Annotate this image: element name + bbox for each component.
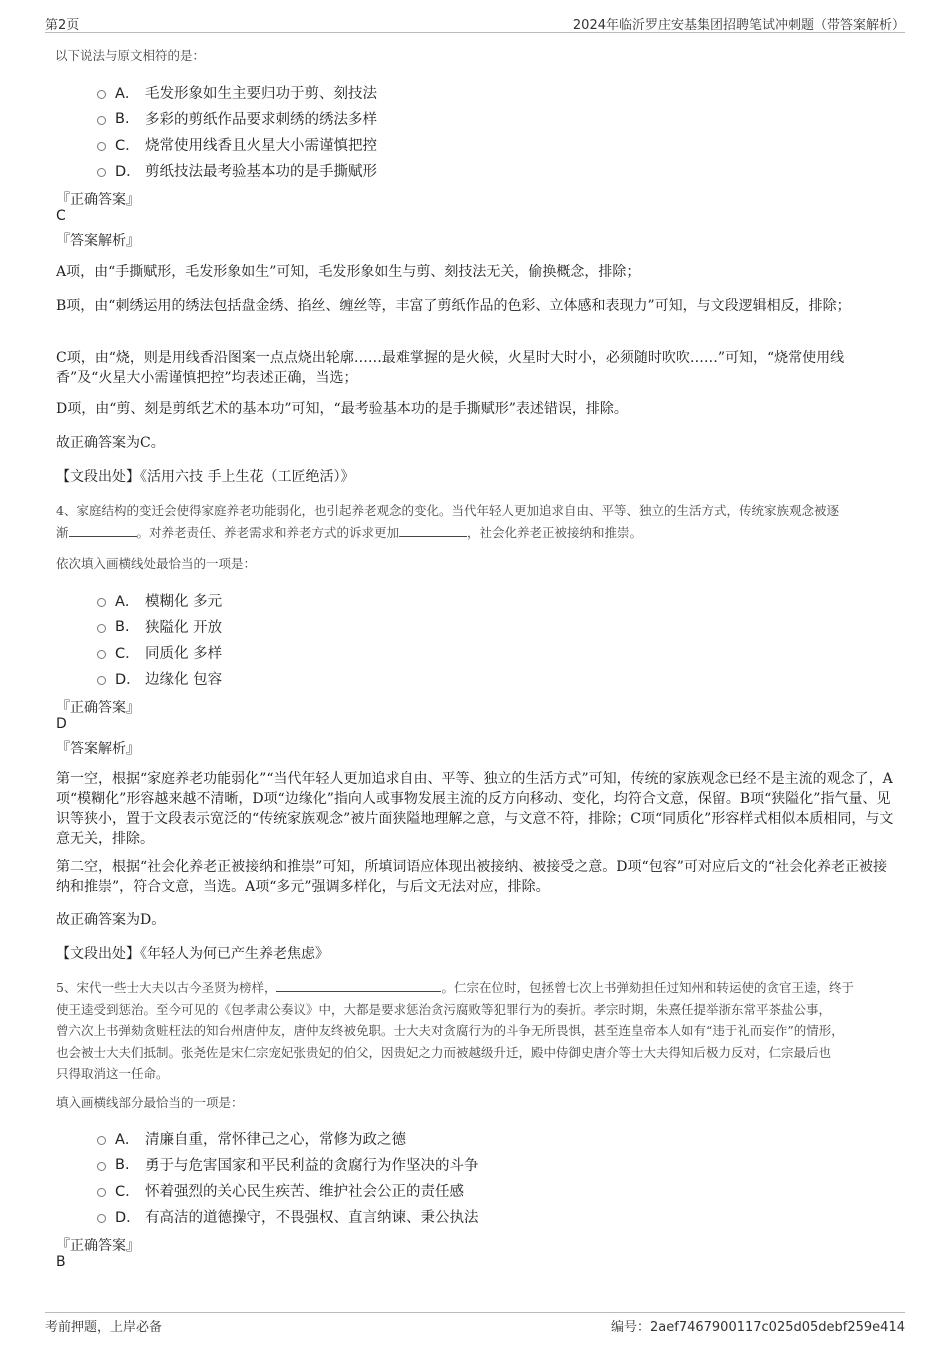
q3-prompt: 以下说法与原文相符的是： — [55, 48, 206, 63]
q3-option-c[interactable] — [97, 134, 377, 155]
q3-option-b[interactable] — [97, 108, 377, 129]
option-letter: C． — [115, 646, 140, 662]
correct-answer: C — [56, 208, 66, 224]
analysis-paragraph: 第一空，根据“家庭养老功能弱化”“当代年轻人更加追求自由、平等、独立的生活方式”可知，传统的家族观念已经不是主流的观念了，A项“模糊化”形容越来越不清晰，D项“边缘化”指向人或事物发展主流的反方向移动、变化，均符合文意，保留。B项“狭隘化”指气量、见识等狭小，置于文段表示宽泛的“传统家族观念”被片面狭隘地理解之意，与文意不符，排除；C项“同质化”形容样式相似本质相同，与文意无关，排除。 — [56, 771, 894, 847]
q4-option-d[interactable] — [97, 668, 222, 689]
fill-blank — [276, 979, 441, 992]
option-text: 同质化 多样 — [145, 646, 223, 662]
q5-stem-line: 曾六次上书弹劾贪赃枉法的知台州唐仲友，唐仲友终被免职。士大夫对贪腐行为的斗争无所畏惧，甚至连皇帝本人如有“违于礼而妄作”的情形， — [56, 1023, 844, 1038]
document-title: 2024年临沂罗庄安基集团招聘笔试冲刺题（带答案解析） — [572, 18, 905, 33]
fill-blank — [399, 524, 467, 537]
conclusion: 故正确答案为D。 — [56, 912, 166, 928]
q4-option-a[interactable] — [97, 590, 222, 611]
correct-answer: D — [56, 716, 67, 732]
option-letter: B. — [115, 110, 130, 127]
analysis-label: 『答案解析』 — [56, 233, 140, 249]
correct-answer-label: 『正确答案』 — [56, 1238, 140, 1254]
page-number: 第2页 — [45, 18, 80, 33]
option-letter: C． — [115, 1184, 140, 1200]
option-letter: B. — [115, 618, 130, 635]
radio-icon[interactable] — [97, 90, 106, 99]
analysis-paragraph: C项，由“烧，则是用线香沿图案一点点烧出轮廓……最难掌握的是火候，火星时大时小，必须随时吹吹……”可知，“烧常使用线香”及“火星大小需谨慎把控”均表述正确，当选； — [56, 350, 845, 386]
option-text: 怀着强烈的关心民生疾苦、维护社会公正的责任感 — [145, 1184, 464, 1200]
stem-text: 渐 — [56, 524, 69, 540]
correct-answer: B — [56, 1254, 66, 1270]
radio-icon[interactable] — [97, 1214, 106, 1223]
analysis-paragraph: 第二空，根据“社会化养老正被接纳和推崇”可知，所填词语应体现出被接纳、被接受之意。D项“包容”可对应后文的“社会化养老正被接纳和推崇”，符合文意，当选。A项“多元”强调多样化，与后文无法对应，排除。 — [56, 859, 888, 895]
option-text: 有高洁的道德操守，不畏强权、直言纳谏、秉公执法 — [145, 1210, 479, 1226]
option-text: 毛发形象如生主要归功于剪、刻技法 — [145, 86, 377, 102]
q3-option-d[interactable] — [97, 160, 377, 181]
option-letter: C． — [115, 138, 140, 154]
radio-icon[interactable] — [97, 624, 106, 633]
page-footer — [45, 1312, 905, 1337]
q5-stem-line: 只得取消这一任命。 — [56, 1066, 169, 1081]
q4-stem-line — [56, 522, 896, 544]
option-letter: A． — [115, 1132, 140, 1148]
q5-prompt: 填入画横线部分最恰当的一项是： — [56, 1095, 244, 1110]
correct-answer-label: 『正确答案』 — [56, 700, 140, 716]
page-header — [45, 10, 905, 33]
radio-icon[interactable] — [97, 650, 106, 659]
q5-stem-line: 也会被士大夫们抵制。张尧佐是宋仁宗宠妃张贵妃的伯父，因贵妃之力而被越级升迁，殿中侍御史唐介等士大夫得知后极力反对，仁宗最后也 — [56, 1044, 832, 1060]
q5-option-b[interactable] — [97, 1154, 479, 1175]
footer-slogan: 考前押题，上岸必备 — [45, 1320, 163, 1335]
radio-icon[interactable] — [97, 598, 106, 607]
radio-icon[interactable] — [97, 142, 106, 151]
radio-icon[interactable] — [97, 116, 106, 125]
q5-stem-line: 使王逵受到惩治。至今可见的《包孝肃公奏议》中，大都是要求惩治贪污腐败等犯罪行为的奏折。孝宗时期，朱熹任提举浙东常平茶盐公事， — [56, 1001, 832, 1017]
fill-blank — [69, 524, 137, 537]
radio-icon[interactable] — [97, 1162, 106, 1171]
option-letter: D． — [115, 1210, 141, 1226]
analysis-label: 『答案解析』 — [56, 741, 140, 757]
option-text: 狭隘化 开放 — [145, 620, 223, 636]
option-letter: A． — [115, 86, 140, 102]
option-letter: B. — [115, 1156, 130, 1173]
radio-icon[interactable] — [97, 1188, 106, 1197]
option-text: 边缘化 包容 — [145, 672, 223, 688]
conclusion: 故正确答案为C。 — [56, 435, 165, 451]
option-text: 多彩的剪纸作品要求刺绣的绣法多样 — [145, 112, 377, 128]
option-text: 剪纸技法最考验基本功的是手撕赋形 — [145, 164, 377, 180]
q5-stem — [56, 977, 896, 1085]
q4-stem — [56, 500, 896, 543]
option-text: 烧常使用线香且火星大小需谨慎把控 — [145, 138, 377, 154]
option-text: 模糊化 多元 — [145, 594, 223, 610]
stem-text: 。仁宗在位时，包拯曾七次上书弹劾担任过知州和转运使的贪官王逵，终于 — [441, 980, 854, 995]
source-citation: 【文段出处】《活用六技 手上生花（工匠绝活）》 — [56, 469, 355, 485]
q5-stem-line — [56, 977, 896, 999]
option-letter: D． — [115, 672, 141, 688]
analysis-paragraph: A项，由“手撕赋形，毛发形象如生”可知，毛发形象如生与剪、刻技法无关，偷换概念，排除； — [56, 264, 641, 280]
document-serial: 编号：2aef7467900117c025d05debf259e414 — [611, 1320, 905, 1335]
option-letter: D． — [115, 164, 141, 180]
q3-option-a[interactable] — [97, 82, 377, 103]
option-text: 勇于与危害国家和平民利益的贪腐行为作坚决的斗争 — [145, 1158, 479, 1174]
option-letter: A． — [115, 594, 140, 610]
radio-icon[interactable] — [97, 168, 106, 177]
q5-option-d[interactable] — [97, 1206, 479, 1227]
stem-text: 5、宋代一些士大夫以古今圣贤为榜样， — [56, 980, 277, 995]
q4-option-b[interactable] — [97, 616, 222, 637]
q5-option-a[interactable] — [97, 1128, 406, 1149]
correct-answer-label: 『正确答案』 — [56, 192, 140, 208]
stem-text: 。对养老责任、养老需求和养老方式的诉求更加 — [136, 524, 400, 540]
analysis-paragraph: B项，由“刺绣运用的绣法包括盘金绣、掐丝、缠丝等，丰富了剪纸作品的色彩、立体感和表现力”可知，与文段逻辑相反，排除； — [56, 298, 851, 314]
analysis-paragraph: D项，由“剪、刻是剪纸艺术的基本功”可知，“最考验基本功的是手撕赋形”表述错误，排除。 — [56, 401, 628, 417]
option-text: 清廉自重，常怀律己之心，常修为政之德 — [145, 1132, 406, 1148]
q4-stem-line: 4、家庭结构的变迁会使得家庭养老功能弱化，也引起养老观念的变化。当代年轻人更加追求自由、平等、独立的生活方式，传统家族观念被逐 — [56, 503, 839, 518]
radio-icon[interactable] — [97, 1136, 106, 1145]
q5-option-c[interactable] — [97, 1180, 464, 1201]
source-citation: 【文段出处】《年轻人为何已产生养老焦虑》 — [56, 946, 329, 962]
q4-prompt: 依次填入画横线处最恰当的一项是： — [56, 556, 257, 571]
q4-option-c[interactable] — [97, 642, 222, 663]
stem-text: ，社会化养老正被接纳和推崇。 — [467, 524, 643, 540]
radio-icon[interactable] — [97, 676, 106, 685]
